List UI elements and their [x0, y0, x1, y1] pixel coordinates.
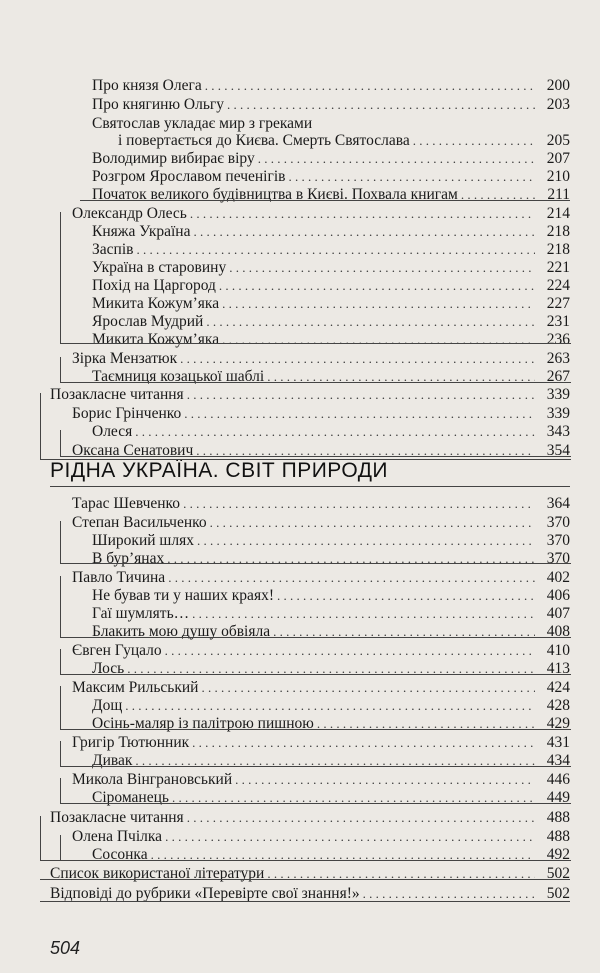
toc-entry-label: Заспів	[92, 241, 134, 258]
toc-entry-label: Не бував ти у наших краях!	[92, 587, 274, 604]
toc-entry-label: Борис Грінченко	[72, 405, 182, 422]
toc-entry-page: 343	[546, 423, 570, 440]
toc-entry-label: Позакласне читання	[50, 809, 184, 826]
toc-entry-label: і повертається до Києва. Смерть Святослава	[118, 132, 410, 149]
toc-entry-label: Микита Кожум’яка	[92, 331, 220, 348]
toc-entry-page: 408	[546, 623, 570, 640]
toc-entry-label: Григір Тютюнник	[72, 734, 190, 751]
toc-entry-page: 207	[546, 150, 570, 167]
group-bracket	[60, 649, 571, 675]
group-bracket	[80, 84, 570, 201]
toc-entry-page: 370	[546, 514, 570, 531]
leader-dots	[183, 494, 535, 513]
divider-line	[40, 901, 570, 902]
toc-entry-page: 205	[546, 132, 570, 149]
toc-entry[interactable]	[72, 494, 570, 513]
toc-entry-label: Дощ	[92, 697, 123, 714]
group-bracket	[60, 576, 571, 638]
toc-entry-page: 200	[546, 77, 570, 94]
toc-entry-page: 364	[546, 495, 570, 512]
toc-entry-page: 214	[546, 205, 570, 222]
toc-entry-label: Україна в старовину	[92, 259, 227, 276]
toc-entry-label: Євген Гуцало	[72, 642, 162, 659]
toc-entry-page: 224	[546, 277, 570, 294]
toc-entry-label: Зірка Мензатюк	[72, 350, 178, 367]
toc-entry-label: В бур’янах	[92, 550, 165, 567]
group-bracket	[60, 835, 571, 861]
group-bracket	[60, 521, 571, 564]
toc-entry-page: 413	[546, 660, 570, 677]
group-bracket	[60, 778, 571, 804]
toc-entry-label: Оксана Сенатович	[72, 442, 194, 459]
toc-entry-label: Таємниця козацької шаблі	[92, 368, 265, 385]
toc-entry-label: Сіроманець	[92, 789, 169, 806]
toc-entry-page: 203	[546, 96, 570, 113]
toc-entry-label: Тарас Шевченко	[72, 495, 181, 512]
toc-entry-page: 210	[546, 168, 570, 185]
toc-entry-label: Похід на Царгород	[92, 277, 216, 294]
toc-entry-page: 267	[546, 368, 570, 385]
toc-entry-label: Олеся	[92, 423, 133, 440]
toc-entry-label: Лось	[92, 660, 125, 677]
divider-line	[50, 486, 570, 487]
divider-line	[40, 879, 570, 880]
section-title: РІДНА УКРАЇНА. СВІТ ПРИРОДИ	[50, 459, 389, 482]
toc-entry-page: 221	[546, 259, 570, 276]
toc-entry-page: 354	[546, 442, 570, 459]
toc-entry-label: Гаї шумлять…	[92, 605, 190, 622]
toc-entry-page: 434	[546, 752, 570, 769]
toc-entry-page: 211	[547, 186, 570, 203]
toc-entry-label: Павло Тичина	[72, 569, 166, 586]
toc-entry-label: Володимир вибирає віру	[92, 150, 255, 167]
toc-entry-label: Степан Васильченко	[72, 514, 207, 531]
toc-entry-page: 492	[546, 846, 570, 863]
toc-entry-label: Сосонка	[92, 846, 148, 863]
toc-entry-label: Микита Кожум’яка	[92, 295, 220, 312]
toc-entry[interactable]	[50, 864, 570, 883]
leader-dots	[267, 864, 535, 883]
toc-entry-page: 428	[546, 697, 570, 714]
toc-entry-label: Олександр Олесь	[72, 205, 187, 222]
toc-entry-label: Позакласне читання	[50, 386, 184, 403]
toc-entry-page: 227	[546, 295, 570, 312]
toc-entry-page: 488	[546, 809, 570, 826]
toc-entry-label: Максим Рильський	[72, 679, 199, 696]
toc-entry-page: 339	[546, 405, 570, 422]
toc-entry-label: Широкий шлях	[92, 532, 194, 549]
toc-entry-label: Осінь-маляр із палітрою пишною	[92, 715, 314, 732]
toc-entry-page: 218	[546, 241, 570, 258]
toc-entry-page: 446	[546, 771, 570, 788]
toc-entry-page: 502	[546, 885, 570, 902]
toc-entry-page: 449	[546, 789, 570, 806]
toc-entry-page: 236	[546, 331, 570, 348]
toc-entry-page: 431	[546, 734, 570, 751]
group-bracket	[60, 430, 571, 457]
toc-entry-label: Відповіді до рубрики «Перевірте свої знання!»	[50, 885, 360, 902]
group-bracket	[60, 686, 571, 730]
toc-entry-label: Розгром Ярославом печенігів	[92, 168, 286, 185]
toc-entry-label: Початок великого будівництва в Києві. Похвала книгам	[92, 186, 458, 203]
toc-entry-page: 218	[546, 223, 570, 240]
toc-entry-page: 410	[546, 642, 570, 659]
toc-entry-page: 339	[546, 386, 570, 403]
toc-entry-page: 231	[546, 313, 570, 330]
toc-entry-label: Княжа Україна	[92, 223, 191, 240]
toc-entry-label: Микола Вінграновський	[72, 771, 233, 788]
toc-entry-label: Ярослав Мудрий	[92, 313, 204, 330]
toc-entry-label: Блакить мою душу обвіяла	[92, 623, 271, 640]
toc-entry-page: 263	[546, 350, 570, 367]
toc-entry-label: Олена Пчілка	[72, 828, 163, 845]
toc-entry-page: 429	[546, 715, 570, 732]
toc-entry-page: 402	[546, 569, 570, 586]
group-bracket	[60, 212, 571, 344]
toc-entry-page: 407	[546, 605, 570, 622]
toc-entry-page: 370	[546, 532, 570, 549]
toc-entry-page: 488	[546, 828, 570, 845]
toc-entry-label: Про князя Олега	[92, 77, 202, 94]
toc-entry-label: Про княгиню Ольгу	[92, 96, 225, 113]
toc-entry-page: 424	[546, 679, 570, 696]
toc-entry-page: 406	[546, 587, 570, 604]
toc-entry-label: Святослав укладає мир з греками	[92, 115, 313, 132]
page-number: 504	[50, 938, 81, 958]
group-bracket	[60, 357, 571, 383]
group-bracket	[60, 741, 571, 767]
toc-entry-page: 502	[546, 865, 570, 882]
toc-entry-label: Список використаної літератури	[50, 865, 265, 882]
toc-entry-page: 370	[546, 550, 570, 567]
toc-entry-label: Дивак	[92, 752, 133, 769]
